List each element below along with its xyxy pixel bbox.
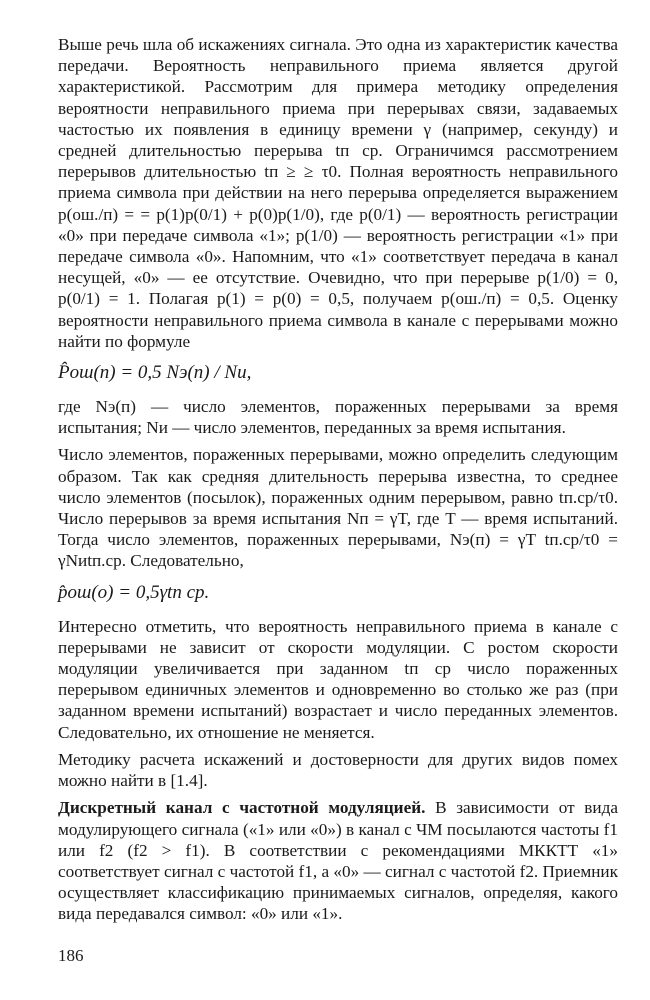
paragraph-6 xyxy=(58,797,618,924)
paragraph-4: Интересно отметить, что вероятность неправильного приема в канале с перерывами не зависит от скорости модуляции. С ростом скорости модуляции увеличивается при заданном tп ср число пораженных перерывом единичных элементов и одновременно во столько же раз (при заданном времени испытаний) возрастает и число переданных элементов. Следовательно, их отношение не меняется. xyxy=(58,616,618,742)
page-number: 186 xyxy=(58,946,84,965)
formula-error-probability-result: p̂ош(о) = 0,5γtп ср. xyxy=(58,581,210,603)
formula-error-probability: P̂ош(п) = 0,5 Nэ(п) / Nи, xyxy=(58,362,252,384)
paragraph-2: где Nэ(п) — число элементов, пораженных перерывами за время испытания; Nи — число элементов, переданных за время испытания. xyxy=(58,397,618,438)
paragraph-1: Выше речь шла об искажениях сигнала. Это одна из характеристик качества передачи. Вероятность неправильного приема является другой характеристикой. Рассмотрим для примера методику определения вероятности неправильного приема при перерывах связи, задаваемых частостью их появления в единицу времени γ (например, секунду) и средней длительностью перерыва tп ср. Ограничимся рассмотрением перерывов длительностью tп ≥ ≥ τ0. Полная вероятность неправильного приема символа при действии на него перерыва определяется выражением p(ош./п) = = p(1)p(0/1) + p(0)p(1/0), где p(0/1) — вероятность регистрации «0» при передаче символа «1»; p(1/0) — вероятность регистрации «1» при передаче символа «0». Напомним, что «1» соответствует передача в канал несущей, «0» — ее отсутствие. Очевидно, что при перерыве p(1/0) = 0, p(0/1) = 1. Полагая p(1) = p(0) = 0,5, получаем p(ош./п) = 0,5. Оценку вероятности неправильного приема символа в канале с перерывами можно найти по формуле xyxy=(58,35,618,351)
section-heading: Дискретный канал с частотной модуляцией. xyxy=(58,798,426,818)
page-body xyxy=(58,34,618,925)
paragraph-6-text: В зависимости от вида модулирующего сигнала («1» или «0») в канал с ЧМ посылаются частоты f1 или f2 (f2 > f1). В соответствии с рекомендациями МККТТ «1» соответствует сигнал с частотой f1, а «0» — сигнал с частотой f2. Приемник осуществляет классификацию принимаемых сигналов, определяя, какого вида передавался символ: «0» или «1». xyxy=(58,798,618,924)
paragraph-5: Методику расчета искажений и достоверности для других видов помех можно найти в [1.4]. xyxy=(58,749,618,791)
paragraph-3: Число элементов, пораженных перерывами, можно определить следующим образом. Так как средняя длительность перерыва известна, то среднее число элементов (посылок), пораженных одним перерывом, равно tп.ср/τ0. Число перерывов за время испытания Nп = γT, где T — время испытаний. Тогда число элементов, пораженных перерывами, Nэ(п) = γT tп.ср/τ0 = γNиtп.ср. Следовательно, xyxy=(58,445,618,571)
